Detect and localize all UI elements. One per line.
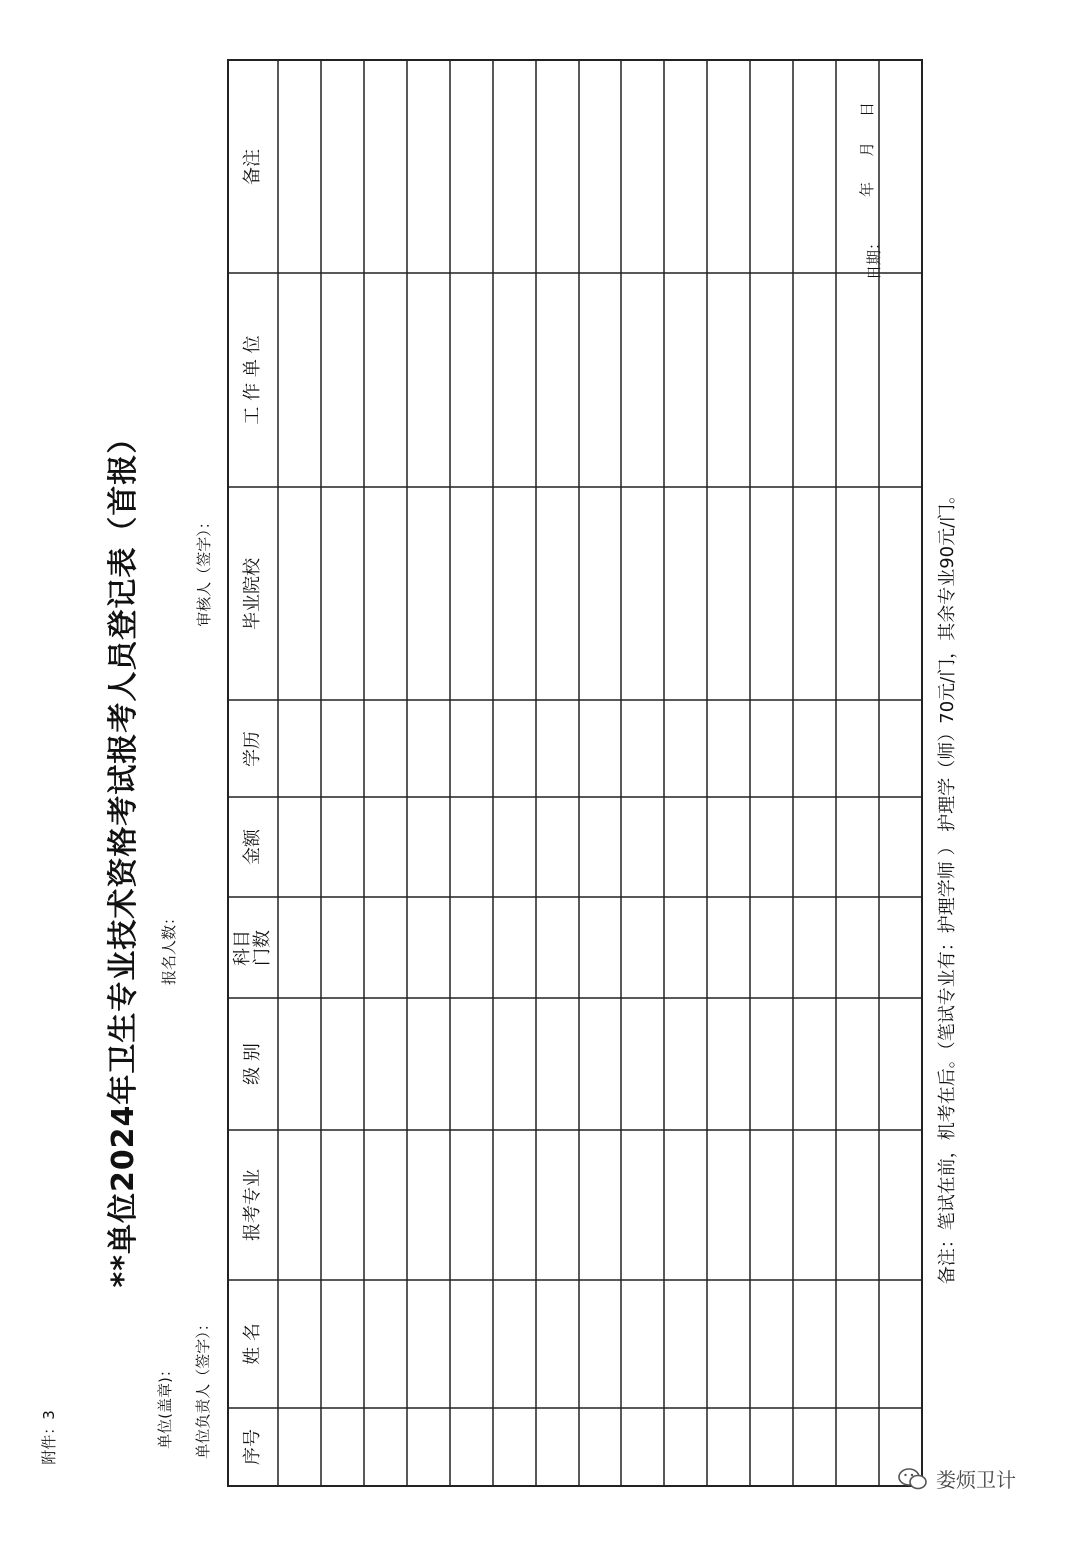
table-cell[interactable]: [665, 1131, 706, 1279]
table-cell[interactable]: [322, 488, 363, 699]
table-cell[interactable]: [451, 798, 492, 896]
table-cell[interactable]: [494, 274, 535, 486]
reviewer-label: 审核人（签字）：: [194, 514, 213, 627]
table-cell[interactable]: [665, 488, 706, 699]
table-cell[interactable]: [665, 1409, 706, 1485]
table-cell[interactable]: [622, 1131, 663, 1279]
table-cell[interactable]: [708, 701, 749, 796]
page-title: **单位2024年卫生专业技术资格考试报考人员登记表（首报）: [106, 422, 141, 1288]
table-cell[interactable]: [365, 999, 406, 1129]
table-cell[interactable]: [794, 1131, 835, 1279]
table-cell[interactable]: [365, 1409, 406, 1485]
table-cell[interactable]: [880, 798, 921, 896]
table-cell[interactable]: [537, 798, 578, 896]
table-cell[interactable]: [837, 798, 878, 896]
table-cell[interactable]: [537, 701, 578, 796]
table-cell[interactable]: [365, 701, 406, 796]
table-cell[interactable]: [837, 274, 878, 486]
table-cell[interactable]: [708, 274, 749, 486]
table-cell[interactable]: [665, 999, 706, 1129]
table-cell[interactable]: [837, 1409, 878, 1485]
table-cell[interactable]: [451, 1131, 492, 1279]
table-cell[interactable]: [665, 701, 706, 796]
table-cell[interactable]: [580, 1131, 620, 1279]
header-amount: 金额: [242, 829, 264, 865]
table-cell[interactable]: [708, 61, 749, 272]
table-cell[interactable]: [580, 701, 620, 796]
table-cell[interactable]: [880, 488, 921, 699]
footnote: 备注：笔试在前，机考在后。（笔试专业有：护理学师 ） 护理学（师）70元/门，其余专业90元/门。: [937, 485, 958, 1285]
table-cell[interactable]: [794, 488, 835, 699]
table-cell[interactable]: [451, 488, 492, 699]
table-cell[interactable]: [751, 1131, 792, 1279]
table-cell[interactable]: [537, 1131, 578, 1279]
table-cell[interactable]: [622, 1281, 663, 1407]
table-cell[interactable]: [880, 1131, 921, 1279]
table-cell[interactable]: [622, 61, 663, 272]
table-cell[interactable]: [751, 898, 792, 997]
watermark-text: 娄烦卫计: [936, 1468, 1016, 1492]
table-cell[interactable]: [279, 798, 320, 896]
header-subject-count: 科目 门数: [232, 929, 273, 966]
table-cell[interactable]: [279, 898, 320, 997]
table-cell[interactable]: [622, 798, 663, 896]
table-cell[interactable]: [794, 1409, 835, 1485]
table-cell[interactable]: [580, 274, 620, 486]
table-cell[interactable]: [408, 999, 449, 1129]
table-cell[interactable]: [365, 1131, 406, 1279]
table-cell[interactable]: [794, 274, 835, 486]
table-cell[interactable]: [494, 61, 535, 272]
table-cell[interactable]: [408, 61, 449, 272]
header-remarks: 备注: [242, 148, 264, 185]
table-cell[interactable]: [708, 898, 749, 997]
header-name: 姓 名: [242, 1323, 264, 1365]
table-cell[interactable]: [451, 701, 492, 796]
table-cell[interactable]: [665, 61, 706, 272]
table-cell[interactable]: [451, 898, 492, 997]
table-cell[interactable]: [794, 1281, 835, 1407]
table-cell[interactable]: [408, 1131, 449, 1279]
table-cell[interactable]: [580, 1281, 620, 1407]
table-cell[interactable]: [794, 701, 835, 796]
table-cell[interactable]: [408, 701, 449, 796]
table-cell[interactable]: [665, 1281, 706, 1407]
table-cell[interactable]: [537, 274, 578, 486]
table-cell[interactable]: [279, 1409, 320, 1485]
table-cell[interactable]: [622, 701, 663, 796]
table-cell[interactable]: [279, 701, 320, 796]
table-cell[interactable]: [622, 999, 663, 1129]
table-cell[interactable]: [837, 701, 878, 796]
header-serial-number: 序号: [242, 1429, 264, 1465]
table-cell[interactable]: [622, 274, 663, 486]
table-cell[interactable]: [837, 898, 878, 997]
table-cell[interactable]: [494, 798, 535, 896]
table-cell[interactable]: [837, 1131, 878, 1279]
table-cell[interactable]: [580, 798, 620, 896]
table-cell[interactable]: [751, 61, 792, 272]
table-cell[interactable]: [708, 488, 749, 699]
table-cell[interactable]: [322, 1281, 363, 1407]
table-cell[interactable]: [408, 1409, 449, 1485]
table-cell[interactable]: [708, 798, 749, 896]
table-cell[interactable]: [708, 1409, 749, 1485]
table-cell[interactable]: [365, 898, 406, 997]
wechat-icon: [898, 1468, 928, 1490]
table-cell[interactable]: [365, 1281, 406, 1407]
table-cell[interactable]: [537, 898, 578, 997]
table-cell[interactable]: [279, 1281, 320, 1407]
header-major: 报考专业: [242, 1169, 264, 1241]
table-cell[interactable]: [665, 898, 706, 997]
table-cell[interactable]: [708, 999, 749, 1129]
header-education: 学历: [242, 730, 264, 767]
header-level: 级 别: [242, 1043, 264, 1085]
table-cell[interactable]: [880, 274, 921, 486]
table-cell[interactable]: [880, 701, 921, 796]
table-cell[interactable]: [537, 488, 578, 699]
table-cell[interactable]: [365, 798, 406, 896]
table-cell[interactable]: [494, 1409, 535, 1485]
table-cell[interactable]: [751, 798, 792, 896]
table-cell[interactable]: [451, 274, 492, 486]
table-cell[interactable]: [322, 1131, 363, 1279]
table-cell[interactable]: [665, 274, 706, 486]
table-cell[interactable]: [537, 1409, 578, 1485]
table-cell[interactable]: [537, 999, 578, 1129]
table-cell[interactable]: [494, 898, 535, 997]
table-cell[interactable]: [580, 1409, 620, 1485]
table-cell[interactable]: [622, 1409, 663, 1485]
table-cell[interactable]: [322, 798, 363, 896]
table-cell[interactable]: [751, 488, 792, 699]
table-cell[interactable]: [322, 274, 363, 486]
table-cell[interactable]: [880, 999, 921, 1129]
table-cell[interactable]: [751, 1409, 792, 1485]
table-cell[interactable]: [751, 1281, 792, 1407]
table-cell[interactable]: [537, 61, 578, 272]
table-cell[interactable]: [837, 1281, 878, 1407]
table-cell[interactable]: [408, 1281, 449, 1407]
table-cell[interactable]: [365, 274, 406, 486]
table-cell[interactable]: [794, 798, 835, 896]
table-cell[interactable]: [494, 999, 535, 1129]
table-cell[interactable]: [751, 274, 792, 486]
table-cell[interactable]: [794, 898, 835, 997]
table-cell[interactable]: [880, 61, 921, 272]
attachment-label: 附件：3: [39, 1410, 58, 1465]
table-cell[interactable]: [408, 274, 449, 486]
table-cell[interactable]: [880, 1281, 921, 1407]
table-cell[interactable]: [708, 1281, 749, 1407]
table-cell[interactable]: [365, 61, 406, 272]
table-cell[interactable]: [451, 61, 492, 272]
table-cell[interactable]: [665, 798, 706, 896]
table-cell[interactable]: [794, 61, 835, 272]
table-cell[interactable]: [751, 701, 792, 796]
table-cell[interactable]: [580, 61, 620, 272]
table-cell[interactable]: [408, 798, 449, 896]
table-cell[interactable]: [837, 488, 878, 699]
table-cell[interactable]: [322, 999, 363, 1129]
table-cell[interactable]: [622, 898, 663, 997]
table-cell[interactable]: [537, 1281, 578, 1407]
applicant-count-label: 报名人数：: [160, 909, 179, 986]
table-cell[interactable]: [580, 898, 620, 997]
table-cell[interactable]: [794, 999, 835, 1129]
table-cell[interactable]: [580, 999, 620, 1129]
table-cell[interactable]: [451, 1409, 492, 1485]
table-cell[interactable]: [451, 1281, 492, 1407]
table-cell[interactable]: [279, 274, 320, 486]
table-cell[interactable]: [279, 488, 320, 699]
table-cell[interactable]: [365, 488, 406, 699]
table-cell[interactable]: [322, 1409, 363, 1485]
table-cell[interactable]: [279, 999, 320, 1129]
table-cell[interactable]: [322, 61, 363, 272]
table-cell[interactable]: [837, 61, 878, 272]
table-cell[interactable]: [580, 488, 620, 699]
unit-leader-label: 单位负责人（签字）：: [193, 1316, 212, 1459]
table-cell[interactable]: [880, 898, 921, 997]
header-graduate-school: 毕业院校: [242, 557, 264, 630]
table-cell[interactable]: [494, 488, 535, 699]
table-cell[interactable]: [708, 1131, 749, 1279]
table-cell[interactable]: [751, 999, 792, 1129]
header-work-unit: 工 作 单 位: [242, 335, 264, 425]
table-cell[interactable]: [322, 701, 363, 796]
table-cell[interactable]: [622, 488, 663, 699]
table-cell[interactable]: [279, 1131, 320, 1279]
table-cell[interactable]: [494, 1131, 535, 1279]
table-cell[interactable]: [408, 488, 449, 699]
watermark: [898, 1464, 1016, 1493]
table-cell[interactable]: [494, 701, 535, 796]
table-cell[interactable]: [451, 999, 492, 1129]
table-cell[interactable]: [494, 1281, 535, 1407]
table-cell[interactable]: [408, 898, 449, 997]
table-cell[interactable]: [837, 999, 878, 1129]
unit-stamp-label: 单位(盖章)：: [155, 1362, 174, 1449]
table-cell[interactable]: [279, 61, 320, 272]
table-cell[interactable]: [322, 898, 363, 997]
